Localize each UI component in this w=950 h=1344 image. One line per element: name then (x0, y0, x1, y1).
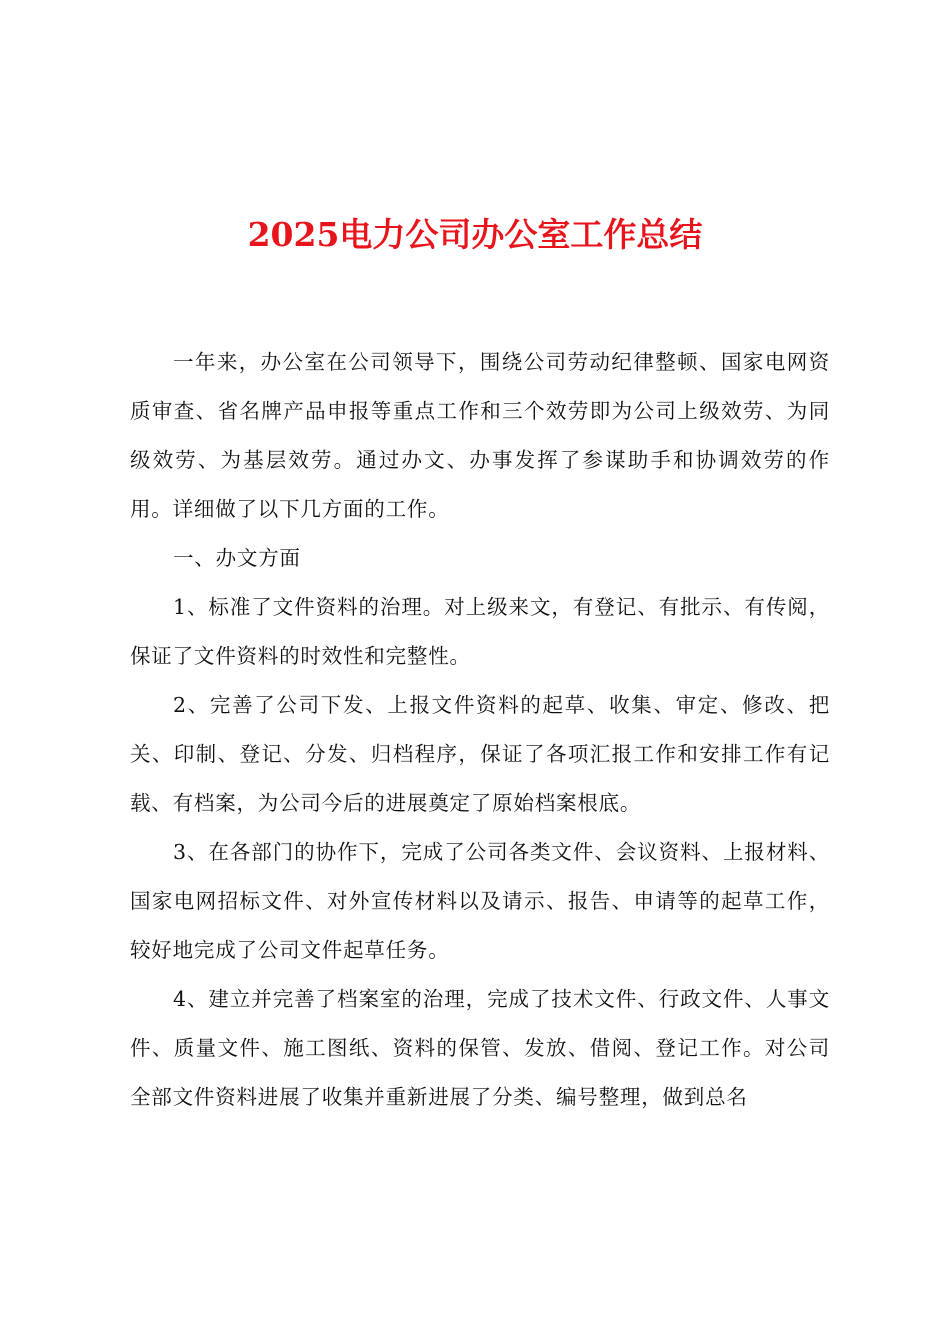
document-title: 2025电力公司办公室工作总结 (247, 215, 703, 254)
item-paragraph-1: 1、标准了文件资料的治理。对上级来文，有登记、有批示、有传阅，保证了文件资料的时效性和完整性。 (130, 595, 830, 668)
section-heading: 一、办文方面 (173, 546, 301, 570)
item-paragraph-3: 3、在各部门的协作下，完成了公司各类文件、会议资料、上报材料、国家电网招标文件、对外宣传材料以及请示、报告、申请等的起草工作，较好地完成了公司文件起草任务。 (130, 840, 830, 962)
document-body (130, 338, 830, 1122)
intro-paragraph: 一年来，办公室在公司领导下，围绕公司劳动纪律整顿、国家电网资质审查、省名牌产品申报等重点工作和三个效劳即为公司上级效劳、为同级效劳、为基层效劳。通过办文、办事发挥了参谋助手和协调效劳的作用。详细做了以下几方面的工作。 (130, 350, 830, 521)
item-paragraph-4: 4、建立并完善了档案室的治理，完成了技术文件、行政文件、人事文件、质量文件、施工图纸、资料的保管、发放、借阅、登记工作。对公司全部文件资料进展了收集并重新进展了分类、编号整理，做到总名 (130, 987, 830, 1109)
item-paragraph-2: 2、完善了公司下发、上报文件资料的起草、收集、审定、修改、把关、印制、登记、分发、归档程序，保证了各项汇报工作和安排工作有记载、有档案，为公司今后的进展奠定了原始档案根底。 (130, 693, 830, 815)
